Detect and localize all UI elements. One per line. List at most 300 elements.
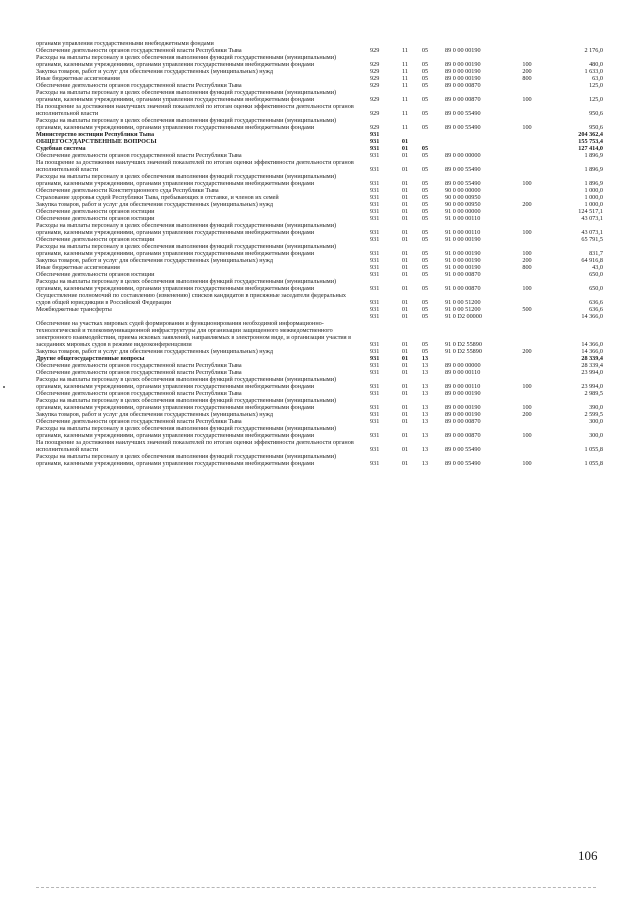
cell-name: Закупка товаров, работ и услуг для обеспечения государственных (муниципальных) нужд	[36, 257, 274, 264]
cell-vr: 100	[522, 404, 532, 411]
cell-sum: 480,0	[589, 61, 603, 68]
cell-csr: 89 0 00 00000	[445, 362, 481, 369]
cell-vr	[509, 355, 545, 362]
cell-ved: 931	[370, 418, 380, 425]
cell-ved: 931	[370, 411, 380, 418]
cell-sum: 2 599,5	[584, 411, 603, 418]
cell-csr: 89 0 00 55490	[445, 110, 481, 117]
cell-vr: 100	[522, 96, 532, 103]
cell-vr	[509, 439, 545, 453]
cell-sum: 23 994,0	[581, 383, 603, 390]
cell-rz: 01	[401, 341, 409, 348]
cell-pr: 05	[421, 264, 429, 271]
cell-csr: 91 0 00 00000	[445, 208, 481, 215]
cell-vr: 100	[522, 61, 532, 68]
table-body	[36, 40, 603, 467]
cell-csr: 89 0 00 00870	[445, 96, 481, 103]
cell-rz: 01	[401, 390, 409, 397]
cell-name: Обеспечение деятельности Конституционного суда Республики Тыва	[36, 187, 219, 194]
cell-ved: 931	[370, 257, 380, 264]
table-row	[36, 152, 603, 159]
cell-sum: 64 916,8	[581, 257, 603, 264]
cell-sum: 636,6	[589, 306, 603, 313]
cell-ved: 929	[370, 61, 380, 68]
cell-sum: 1 000,0	[584, 201, 603, 208]
cell-name: Расходы на выплаты персоналу в целях обеспечения выполнения функций государственными (муниципальными) органами, казенными учреждениями, органами управления государственными внебюджетными фондами	[36, 278, 337, 292]
cell-csr	[435, 355, 509, 362]
cell-name: Обеспечение деятельности органов государственной власти Республики Тыва	[36, 369, 242, 376]
cell-pr: 05	[421, 313, 429, 320]
cell-pr: 05	[421, 201, 429, 208]
cell-sum: 155 753,4	[578, 138, 603, 145]
cell-vr: 100	[522, 229, 532, 236]
cell-vr	[509, 215, 545, 222]
cell-vr	[509, 418, 545, 425]
cell-csr: 89 0 00 00190	[445, 75, 481, 82]
cell-csr: 91 0 D2 55890	[445, 348, 482, 355]
cell-rz: 11	[402, 68, 408, 75]
cell-rz: 01	[401, 383, 409, 390]
cell-vr: 500	[522, 306, 532, 313]
cell-rz: 01	[401, 362, 409, 369]
cell-vr	[509, 187, 545, 194]
cell-name: Другие общегосударственные вопросы	[36, 355, 145, 362]
table-row	[36, 103, 603, 117]
cell-vr	[509, 208, 545, 215]
cell-name: Обеспечение деятельности органов государственной власти Республики Тыва	[36, 418, 242, 425]
cell-sum: 14 366,0	[581, 348, 603, 355]
table-row	[36, 418, 603, 425]
cell-vr: 100	[522, 180, 532, 187]
cell-csr: 91 0 00 00190	[445, 250, 481, 257]
cell-ved: 931	[370, 215, 380, 222]
cell-name: Закупка товаров, работ и услуг для обеспечения государственных (муниципальных) нужд	[36, 68, 274, 75]
cell-name: органами управления государственными внебюджетными фондами	[36, 40, 214, 47]
cell-rz: 01	[401, 145, 409, 152]
cell-sum: 390,0	[589, 404, 603, 411]
cell-name	[36, 313, 366, 320]
cell-csr: 90 0 00 00950	[445, 201, 481, 208]
cell-csr: 91 0 00 00190	[445, 236, 481, 243]
table-row	[36, 145, 603, 152]
cell-ved: 929	[370, 96, 380, 103]
cell-ved: 931	[370, 446, 380, 453]
cell-rz	[395, 40, 415, 47]
table-row	[36, 159, 603, 173]
cell-pr: 05	[421, 145, 429, 152]
cell-ved: 931	[370, 341, 380, 348]
cell-sum: 28 339,4	[581, 362, 603, 369]
cell-vr: 100	[522, 250, 532, 257]
cell-vr	[509, 131, 545, 138]
cell-rz: 01	[401, 201, 409, 208]
table-row	[36, 376, 603, 390]
table-row	[36, 117, 603, 131]
cell-sum: 14 366,0	[581, 313, 603, 320]
cell-sum: 300,0	[589, 432, 603, 439]
cell-pr: 05	[421, 75, 429, 82]
cell-vr	[509, 145, 545, 152]
cell-rz: 01	[401, 446, 409, 453]
cell-rz: 01	[401, 264, 409, 271]
cell-pr: 05	[421, 166, 429, 173]
cell-rz: 11	[402, 96, 408, 103]
cell-csr: 91 0 D2 55890	[445, 341, 482, 348]
table-row	[36, 348, 603, 355]
table-row	[36, 89, 603, 103]
cell-pr: 05	[421, 271, 429, 278]
cell-ved: 931	[370, 383, 380, 390]
cell-pr: 05	[421, 215, 429, 222]
cell-rz: 01	[401, 285, 409, 292]
cell-name: Межбюджетные трансферты	[36, 306, 112, 313]
cell-csr: 89 0 00 55490	[445, 124, 481, 131]
cell-pr: 05	[421, 152, 429, 159]
cell-ved: 931	[370, 285, 380, 292]
cell-vr	[509, 159, 545, 173]
cell-ved: 931	[370, 264, 380, 271]
cell-ved: 929	[370, 47, 380, 54]
cell-rz: 01	[401, 306, 409, 313]
cell-name: Обеспечение деятельности органов государственной власти Республики Тыва	[36, 390, 242, 397]
table-row	[36, 236, 603, 243]
cell-name: Обеспечение деятельности органов государственной власти Республики Тыва	[36, 82, 242, 89]
table-row	[36, 425, 603, 439]
cell-pr: 05	[421, 229, 429, 236]
cell-ved: 931	[370, 166, 380, 173]
cell-sum: 2 989,5	[584, 390, 603, 397]
cell-name: Расходы на выплаты персоналу в целях обеспечения выполнения функций государственными (муниципальными) органами, казенными учреждениями, органами управления государственными внебюджетными фондами	[36, 425, 337, 439]
cell-rz: 01	[401, 460, 409, 467]
cell-name: Обеспечение деятельности органов юстиции	[36, 271, 155, 278]
cell-sum: 636,6	[589, 299, 603, 306]
cell-name: Расходы на выплаты персоналу в целях обеспечения выполнения функций государственными (муниципальными) органами, казенными учреждениями, органами управления государственными внебюджетными фондами	[36, 453, 337, 467]
cell-rz: 11	[402, 61, 408, 68]
cell-ved: 931	[370, 348, 380, 355]
cell-vr	[509, 194, 545, 201]
cell-name: На поощрение за достижения наилучших значений показателей по итогам оценки эффективности деятельности органов исполнительной власти	[36, 159, 354, 173]
cell-csr: 89 0 00 55490	[445, 446, 481, 453]
cell-csr: 89 0 00 00190	[445, 390, 481, 397]
cell-name: Судебная система	[36, 145, 86, 152]
cell-pr: 13	[421, 411, 429, 418]
cell-ved: 931	[370, 131, 380, 138]
cell-sum: 43,0	[592, 264, 603, 271]
cell-csr: 91 0 00 51200	[445, 306, 481, 313]
cell-vr: 200	[522, 257, 532, 264]
cell-ved: 931	[370, 299, 380, 306]
cell-pr: 05	[421, 61, 429, 68]
cell-sum: 1 896,9	[584, 180, 603, 187]
cell-vr	[509, 313, 545, 320]
cell-ved: 931	[370, 229, 380, 236]
cell-sum: 125,0	[589, 96, 603, 103]
cell-ved: 931	[370, 313, 380, 320]
cell-name: Расходы на выплаты персоналу в целях обеспечения выполнения функций государственными (муниципальными) органами, казенными учреждениями, органами управления государственными внебюджетными фондами	[36, 222, 337, 236]
cell-name: ОБЩЕГОСУДАРСТВЕННЫЕ ВОПРОСЫ	[36, 138, 157, 145]
table-row	[36, 271, 603, 278]
cell-rz: 01	[401, 138, 409, 145]
page-number: 106	[578, 848, 598, 863]
table-row	[36, 201, 603, 208]
cell-pr: 05	[421, 285, 429, 292]
cell-csr: 91 0 00 00870	[445, 271, 481, 278]
cell-name: Закупка товаров, работ и услуг для обеспечения государственных (муниципальных) нужд	[36, 201, 274, 208]
cell-pr: 13	[421, 418, 429, 425]
table-row	[36, 264, 603, 271]
cell-csr: 90 0 00 00950	[445, 194, 481, 201]
table-row	[36, 222, 603, 236]
cell-pr	[415, 138, 435, 145]
cell-ved: 929	[370, 75, 380, 82]
margin-mark	[3, 386, 5, 388]
cell-rz: 01	[401, 152, 409, 159]
cell-ved: 931	[370, 306, 380, 313]
cell-name: Обеспечение деятельности органов юстиции	[36, 208, 155, 215]
cell-pr: 13	[421, 355, 429, 362]
cell-csr: 89 0 00 00870	[445, 82, 481, 89]
cell-ved: 931	[370, 138, 380, 145]
cell-ved: 931	[370, 271, 380, 278]
cell-pr: 05	[421, 306, 429, 313]
cell-pr: 05	[421, 96, 429, 103]
cell-csr: 89 0 00 55490	[445, 460, 481, 467]
cell-ved: 931	[370, 194, 380, 201]
cell-rz: 01	[401, 411, 409, 418]
cell-csr: 89 0 00 00110	[445, 383, 481, 390]
table-row	[36, 194, 603, 201]
table-row	[36, 75, 603, 82]
cell-rz: 11	[402, 110, 408, 117]
cell-rz: 11	[402, 124, 408, 131]
cell-csr: 90 0 00 00000	[445, 187, 481, 194]
cell-name: Страхование здоровья судей Республики Тыва, пребывающих в отставке, и членов их семей	[36, 194, 279, 201]
cell-rz: 11	[402, 82, 408, 89]
cell-pr: 13	[421, 460, 429, 467]
cell-rz: 01	[401, 299, 409, 306]
cell-sum: 1 633,0	[584, 68, 603, 75]
cell-sum: 125,0	[589, 82, 603, 89]
cell-csr: 89 0 00 00190	[445, 47, 481, 54]
cell-sum: 950,6	[589, 110, 603, 117]
cell-csr: 91 0 00 00110	[445, 229, 481, 236]
cell-sum: 1 896,9	[584, 166, 603, 173]
cell-rz: 01	[401, 404, 409, 411]
cell-ved: 931	[370, 390, 380, 397]
table-row	[36, 369, 603, 376]
cell-pr: 13	[421, 369, 429, 376]
table-row	[36, 208, 603, 215]
cell-ved: 929	[370, 68, 380, 75]
table-row	[36, 320, 603, 348]
cell-vr	[509, 271, 545, 278]
cell-sum: 650,0	[589, 285, 603, 292]
cell-vr: 100	[522, 124, 532, 131]
table-row	[36, 187, 603, 194]
cell-sum: 65 791,5	[581, 236, 603, 243]
cell-pr: 05	[421, 187, 429, 194]
cell-name: Обеспечение на участках мировых судей формирования и функционирования необходимой информационно-технологической и телекоммуникационной инфраструктуры для организации защищенного межведомственного электронного взаимодействия, приема исковых заявлений, направляемых в электронном виде, и организации участия в заседаниях мировых судов в режиме видеоконференцсвязи	[36, 320, 352, 348]
table-row	[36, 355, 603, 362]
table-row	[36, 362, 603, 369]
cell-rz: 01	[401, 187, 409, 194]
cell-sum: 23 994,0	[581, 369, 603, 376]
cell-ved: 931	[370, 432, 380, 439]
cell-name: Министерство юстиции Республики Тыва	[36, 131, 155, 138]
cell-name: Расходы на выплаты персоналу в целях обеспечения выполнения функций государственными (муниципальными) органами, казенными учреждениями, органами управления государственными внебюджетными фондами	[36, 376, 337, 390]
cell-csr	[435, 131, 509, 138]
cell-name: Обеспечение деятельности органов государственной власти Республики Тыва	[36, 362, 242, 369]
cell-pr: 05	[421, 236, 429, 243]
cell-pr: 05	[421, 250, 429, 257]
cell-vr: 800	[522, 75, 532, 82]
cell-rz: 01	[401, 432, 409, 439]
cell-ved: 931	[370, 208, 380, 215]
cell-vr: 200	[522, 201, 532, 208]
cell-vr	[509, 103, 545, 117]
cell-csr: 91 0 00 00870	[445, 285, 481, 292]
cell-name: На поощрение за достижения наилучших значений показателей по итогам оценки эффективности деятельности органов исполнительной власти	[36, 439, 354, 453]
cell-vr	[509, 362, 545, 369]
cell-name: Иные бюджетные ассигнования	[36, 264, 120, 271]
table-row	[36, 54, 603, 68]
cell-rz: 01	[401, 355, 409, 362]
cell-name: Расходы на выплаты персоналу в целях обеспечения выполнения функций государственными (муниципальными) органами, казенными учреждениями, органами управления государственными внебюджетными фондами	[36, 117, 337, 131]
table-row	[36, 306, 603, 313]
cell-ved: 931	[370, 187, 380, 194]
cell-csr: 91 0 00 00190	[445, 257, 481, 264]
cell-ved: 931	[370, 362, 380, 369]
cell-csr: 89 0 00 00190	[445, 404, 481, 411]
cell-csr	[435, 138, 509, 145]
cell-name: Расходы на выплаты персоналу в целях обеспечения выполнения функций государственными (муниципальными) органами, казенными учреждениями, органами управления государственными внебюджетными фондами	[36, 89, 337, 103]
cell-sum: 43 073,1	[581, 215, 603, 222]
cell-pr: 13	[421, 404, 429, 411]
cell-rz: 01	[401, 369, 409, 376]
cell-pr: 05	[421, 194, 429, 201]
cell-rz: 01	[401, 180, 409, 187]
cell-sum: 1 055,8	[584, 460, 603, 467]
cell-sum: 1 896,9	[584, 152, 603, 159]
cell-vr	[509, 369, 545, 376]
cell-pr: 05	[421, 299, 429, 306]
cell-pr: 05	[421, 68, 429, 75]
cell-ved: 931	[370, 180, 380, 187]
cell-pr: 13	[421, 383, 429, 390]
cell-csr: 89 0 00 00190	[445, 68, 481, 75]
table-row	[36, 257, 603, 264]
cell-pr: 05	[421, 341, 429, 348]
cell-ved: 931	[370, 369, 380, 376]
cell-ved: 931	[370, 152, 380, 159]
cell-sum	[545, 40, 603, 47]
cell-csr: 89 0 00 00000	[445, 152, 481, 159]
table-row	[36, 40, 603, 47]
cell-vr	[509, 82, 545, 89]
cell-pr: 13	[421, 432, 429, 439]
table-row	[36, 131, 603, 138]
table-row	[36, 453, 603, 467]
cell-name: Обеспечение деятельности органов юстиции	[36, 215, 155, 222]
table-row	[36, 82, 603, 89]
table-row	[36, 278, 603, 292]
cell-name: Расходы на выплаты персоналу в целях обеспечения выполнения функций государственными (муниципальными) органами, казенными учреждениями, органами управления государственными внебюджетными фондами	[36, 54, 337, 68]
cell-rz: 01	[401, 313, 409, 320]
cell-pr: 13	[421, 390, 429, 397]
cell-sum: 124 517,1	[578, 208, 603, 215]
cell-csr: 89 0 00 55490	[445, 180, 481, 187]
cell-sum: 300,0	[589, 418, 603, 425]
table-row	[36, 68, 603, 75]
cell-sum: 28 339,4	[581, 355, 603, 362]
cell-ved: 931	[370, 460, 380, 467]
cell-csr: 89 0 00 00870	[445, 418, 481, 425]
cell-rz: 01	[401, 236, 409, 243]
table-row	[36, 390, 603, 397]
cell-vr: 200	[522, 68, 532, 75]
cell-vr: 100	[522, 285, 532, 292]
cell-vr: 100	[522, 460, 532, 467]
cell-rz: 01	[401, 348, 409, 355]
cell-pr: 05	[421, 47, 429, 54]
cell-vr: 800	[522, 264, 532, 271]
cell-rz	[395, 131, 415, 138]
cell-name: Закупка товаров, работ и услуг для обеспечения государственных (муниципальных) нужд	[36, 348, 274, 355]
cell-name: На поощрение за достижения наилучших значений показателей по итогам оценки эффективности деятельности органов исполнительной власти	[36, 103, 354, 117]
cell-sum: 950,6	[589, 124, 603, 131]
cell-rz: 11	[402, 47, 408, 54]
table-row	[36, 173, 603, 187]
cell-csr: 89 0 00 55490	[445, 166, 481, 173]
cell-name: Расходы на выплаты персоналу в целях обеспечения выполнения функций государственными (муниципальными) органами, казенными учреждениями, органами управления государственными внебюджетными фондами	[36, 173, 337, 187]
cell-rz: 01	[401, 229, 409, 236]
table-row	[36, 215, 603, 222]
cell-vr	[509, 47, 545, 54]
cell-rz: 01	[401, 215, 409, 222]
cell-vr: 100	[522, 383, 532, 390]
cell-rz: 01	[401, 257, 409, 264]
cell-sum: 127 414,0	[578, 145, 603, 152]
table-row	[36, 138, 603, 145]
cell-vr	[509, 236, 545, 243]
table-row	[36, 313, 603, 320]
cell-csr: 91 0 D2 00000	[445, 313, 482, 320]
cell-rz: 11	[402, 75, 408, 82]
cell-csr: 89 0 00 00870	[445, 432, 481, 439]
cell-vr: 200	[522, 411, 532, 418]
cell-name: Расходы на выплаты персоналу в целях обеспечения выполнения функций государственными (муниципальными) органами, казенными учреждениями, органами управления государственными внебюджетными фондами	[36, 397, 337, 411]
cell-csr: 91 0 00 00110	[445, 215, 481, 222]
cell-ved: 929	[370, 82, 380, 89]
cell-pr	[415, 131, 435, 138]
cell-ved: 931	[370, 250, 380, 257]
cell-pr: 05	[421, 257, 429, 264]
cell-sum: 1 000,0	[584, 194, 603, 201]
cell-name: Осуществление полномочий по составлению (изменению) списков кандидатов в присяжные заседатели федеральных судов общей юрисдикции в Российской Федерации	[36, 292, 347, 306]
table-row	[36, 292, 603, 306]
cell-vr: 200	[522, 348, 532, 355]
cell-pr: 13	[421, 446, 429, 453]
cell-rz: 01	[401, 166, 409, 173]
cell-name: Обеспечение деятельности органов государственной власти Республики Тыва	[36, 47, 242, 54]
cell-sum: 14 366,0	[581, 341, 603, 348]
cell-pr: 13	[421, 362, 429, 369]
table-row	[36, 411, 603, 418]
cell-vr	[509, 320, 545, 348]
cell-rz: 01	[401, 271, 409, 278]
cell-rz: 01	[401, 418, 409, 425]
cell-pr: 05	[421, 208, 429, 215]
